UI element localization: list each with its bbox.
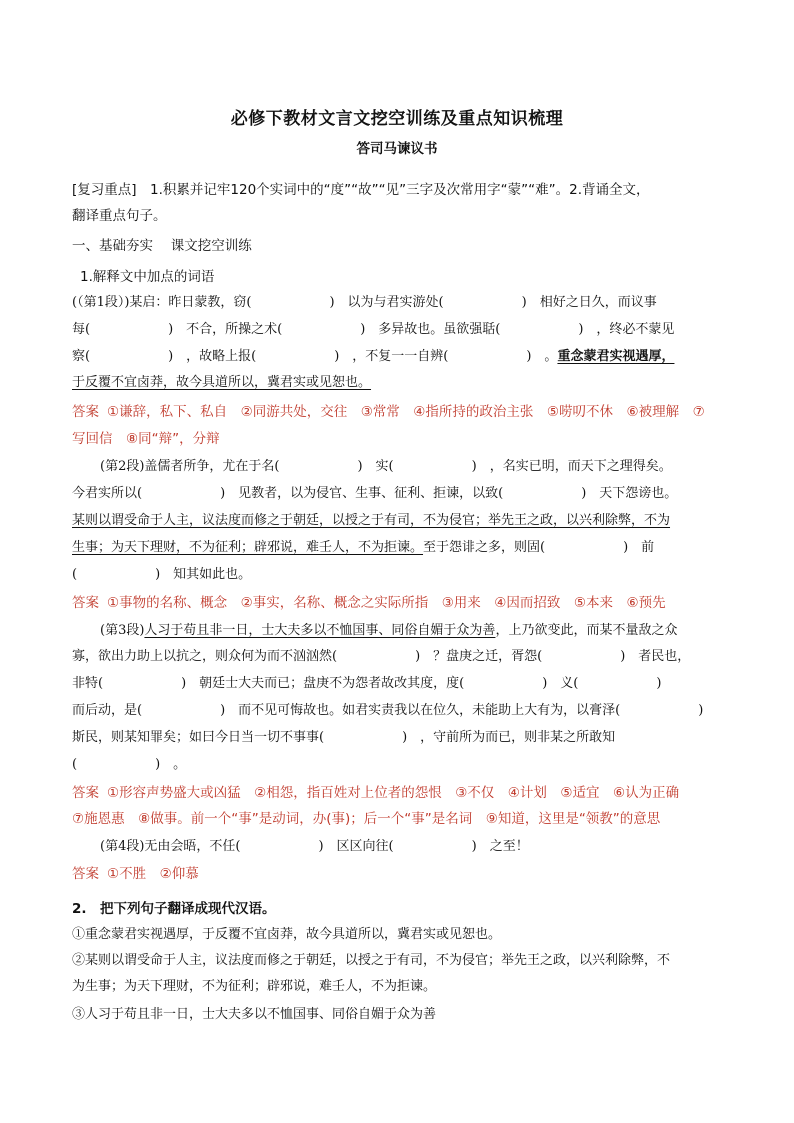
review-points-line1: [复习重点] 1.积累并记牢120个实词中的“度”“故”“见”三字及次常用字“蒙”“难”。2.背诵全文， — [72, 182, 650, 198]
p2-line2: 今君实所以( ) 见教者，以为侵官、生事、征利、拒谏，以致( ) 天下怨谤也。 — [72, 486, 678, 501]
answer-label: 答案 — [72, 404, 99, 420]
p3-answer-text: ①形容声势盛大或凶猛 ②相怨，指百姓对上位者的怨恨 ③不仅 ④计划 ⑤适宜 ⑥认为正确 — [107, 785, 680, 801]
p3-answer-line2: ⑦施恩惠 ⑧做事。前一个“事”是动词，办(事)；后一个“事”是名词 ⑨知道，这里是“领教”的意思 — [72, 811, 661, 827]
q2-sentence3: ③人习于苟且非一日，士大夫多以不恤国事、同俗自媚于众为善 — [72, 1007, 437, 1022]
p1-key-sentence-end: 于反覆不宜卤莽，故今具道所以，冀君实或见恕也。 — [72, 375, 372, 390]
p2-line4-text: 至于怨诽之多，则固( ) 前 — [423, 540, 655, 555]
p3-line1 — [100, 622, 677, 640]
p4-line1: (第4段)无由会晤，不任( ) 区区向往( ) 之至！ — [100, 839, 529, 854]
p2-line4 — [72, 539, 654, 557]
document-subtitle: 答司马谏议书 — [356, 141, 438, 157]
p3-line6: ( ) 。 — [72, 757, 187, 772]
p2-line1: (第2段)盖儒者所争，尤在于名( ) 实( ) ，名实已明，而天下之理得矣。 — [100, 459, 672, 474]
p2-key-sentence-line2: 生事；为天下理财，不为征利；辟邪说，难壬人，不为拒谏。 — [72, 540, 424, 555]
q2-sentence2-line1: ②某则以谓受命于人主，议法度而修之于朝廷，以授之于有司，不为侵官；举先王之政，以兴利除弊，不 — [72, 953, 671, 968]
p3-line2: 寡，欲出力助上以抗之，则众何为而不汹汹然( ) ？盘庚之迁，胥怨( ) 者民也， — [72, 649, 691, 664]
answer-label: 答案 — [72, 785, 99, 801]
p4-answer-line1 — [72, 865, 199, 883]
p3-line1-rest: ，上乃欲变此，而某不量敌之众 — [495, 623, 678, 638]
p1-key-sentence-start: 重念蒙君实视遇厚， — [557, 349, 675, 364]
p2-key-sentence-line1: 某则以谓受命于人主，议法度而修之于朝廷，以授之于有司，不为侵官；举先王之政，以兴利除弊，不为 — [72, 513, 671, 528]
p3-answer-line1 — [72, 784, 679, 802]
review-points-line2: 翻译重点句子。 — [72, 208, 167, 224]
section-heading: 一、基础夯实 课文挖空训练 — [72, 238, 252, 254]
p3-line5: 斯民，则某知罪矣；如曰今日当一切不事事( ) ，守前所为而已，则非某之所敢知 — [72, 730, 616, 745]
p2-line5: ( ) 知其如此也。 — [72, 567, 252, 582]
p3-line1-label: (第3段) — [100, 623, 145, 638]
p3-key-sentence: 人习于苟且非一日，士大夫多以不恤国事、同俗自媚于众为善 — [144, 623, 496, 638]
p3-line4: 而后动，是( ) 而不见可悔故也。如君实责我以在位久，未能助上大有为，以膏泽( ) — [72, 703, 704, 718]
q2-sentence2-line2: 为生事；为天下理财，不为征利；辟邪说，难壬人，不为拒谏。 — [72, 979, 437, 994]
document-title: 必修下教材文言文挖空训练及重点知识梳理 — [230, 109, 564, 129]
p1-line3-text: 察( ) ，故略上报( ) ，不复一一自辨( ) 。 — [72, 349, 558, 364]
q2-sentence1: ①重念蒙君实视遇厚，于反覆不宜卤莽，故今具道所以，冀君实或见恕也。 — [72, 927, 502, 942]
p2-answer-line1 — [72, 594, 666, 612]
p1-answer-line2: 写回信 ⑧同“辩”，分辩 — [72, 431, 220, 447]
answer-label: 答案 — [72, 595, 99, 611]
p1-line1: (（第1段）)某启：昨日蒙教，窃( ) 以为与君实游处( ) 相好之日久，而议事 — [72, 295, 657, 310]
p1-answer-line1 — [72, 403, 705, 421]
p2-answer-text: ①事物的名称、概念 ②事实，名称、概念之实际所指 ③用来 ④因而招致 ⑤本来 ⑥预先 — [107, 595, 666, 611]
p1-line2: 每( ) 不合，所操之术( ) 多异故也。虽欲强聒( ) ，终必不蒙见 — [72, 322, 675, 337]
p1-line3 — [72, 348, 674, 366]
p4-answer-text: ①不胜 ②仰慕 — [107, 866, 199, 882]
answer-label: 答案 — [72, 866, 99, 882]
p1-answer-text: ①谦辞，私下、私自 ②同游共处，交往 ③常常 ④指所持的政治主张 ⑤唠叨不休 ⑥被理解 ⑦ — [107, 404, 705, 420]
question1-heading: 1.解释文中加点的词语 — [80, 269, 215, 285]
p3-line3: 非特( ) 朝廷士大夫而已；盘庚不为怨者故改其度，度( ) 义( ) — [72, 676, 662, 691]
question2-heading: 2. 把下列句子翻译成现代汉语。 — [72, 901, 276, 917]
